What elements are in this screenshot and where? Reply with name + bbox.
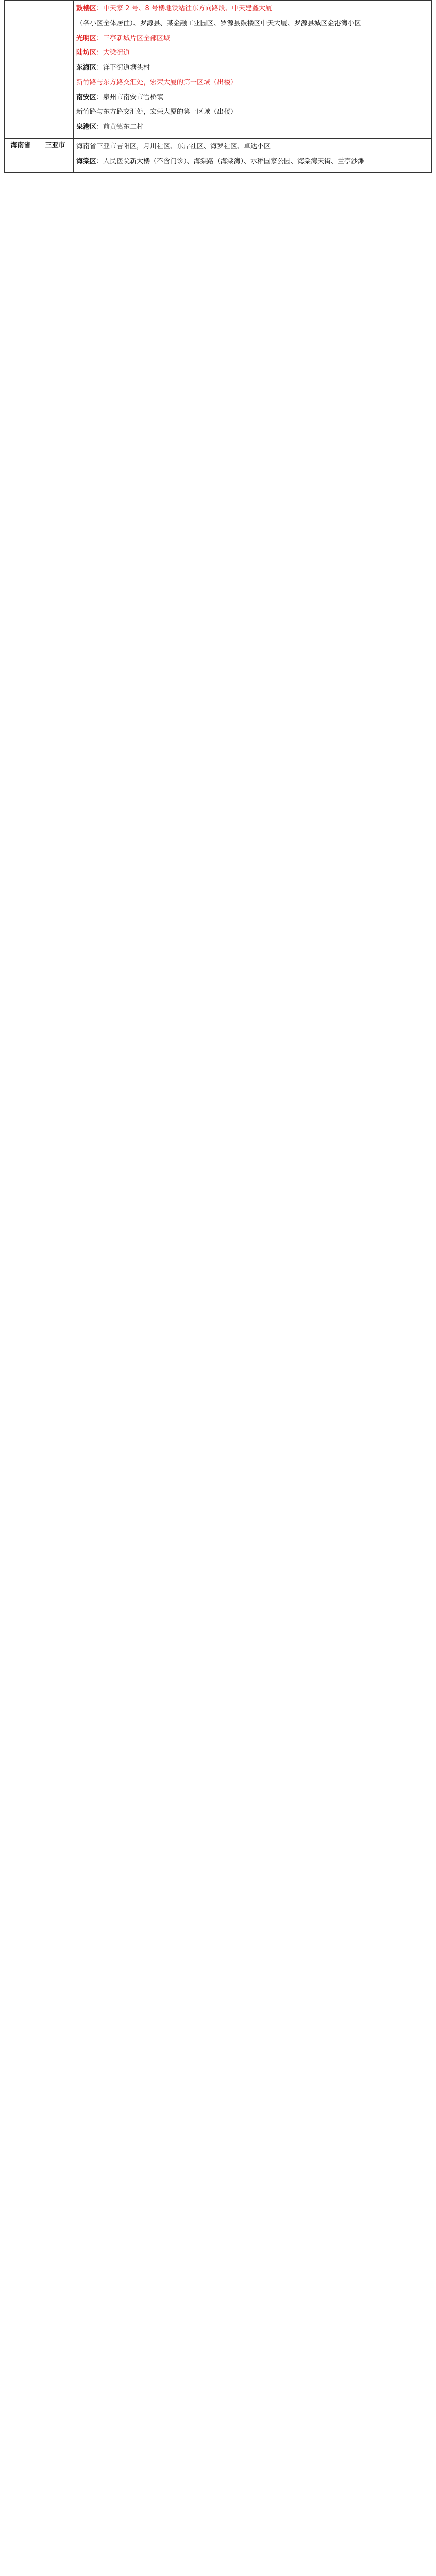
area-entry <box>76 18 429 30</box>
city-cell <box>37 1 74 139</box>
province-cell <box>5 1 37 139</box>
area-entry <box>76 47 429 59</box>
table-row <box>5 138 432 173</box>
areas-cell <box>74 1 432 139</box>
area-text: ：三亭新城片区全部区域 <box>96 34 171 42</box>
table-row <box>5 1 432 139</box>
area-text: ：洋下街道塘头村 <box>96 64 150 72</box>
area-entry <box>76 92 429 104</box>
area-name: 海棠区 <box>76 157 97 165</box>
province-cell: 海南省 <box>5 138 37 173</box>
area-text: 海南省三亚市吉阳区，月川社区、东岸社区、海罗社区、卓达小区 <box>76 142 271 150</box>
area-entry <box>76 77 429 89</box>
area-text: 新竹路与东方路交汇处，宏荣大厦的第一区域（出楼） <box>76 78 238 87</box>
city-cell: 三亚市 <box>37 138 74 173</box>
area-text: ：泉州市南安市官桥镇 <box>96 93 164 101</box>
area-name: 陆坊区 <box>76 49 97 57</box>
area-text: 新竹路与东方路交汇处，宏荣大厦的第一区域（出楼） <box>76 108 238 116</box>
area-name: 鼓楼区 <box>76 5 97 12</box>
area-text: ：中天家 2 号、8 号楼地铁站往东方向路段、中天建鑫大厦 <box>96 5 272 12</box>
area-name: 东海区 <box>76 64 97 72</box>
area-entry <box>76 107 429 118</box>
area-text: （各小区全体居住）、罗源县、某金融工业园区、罗源县鼓楼区中天大厦、罗源县城区金港湾小区 <box>76 19 361 27</box>
area-entry <box>76 141 429 153</box>
area-text: ：人民医院新大楼（不含门诊）、海棠路（海棠湾）、水稻国家公园、海棠湾天街、兰亭沙滩 <box>96 157 365 165</box>
area-entry <box>76 156 429 168</box>
area-entry <box>76 33 429 45</box>
areas-cell <box>74 138 432 173</box>
risk-area-table <box>4 0 432 173</box>
area-text: ：前黄镇东二村 <box>96 123 144 131</box>
area-entry <box>76 3 429 15</box>
area-name: 光明区 <box>76 34 97 42</box>
area-entry <box>76 62 429 74</box>
area-entry <box>76 122 429 133</box>
area-name: 南安区 <box>76 93 97 101</box>
area-name: 泉港区 <box>76 123 97 131</box>
area-text: ：大梁街道 <box>96 49 130 57</box>
